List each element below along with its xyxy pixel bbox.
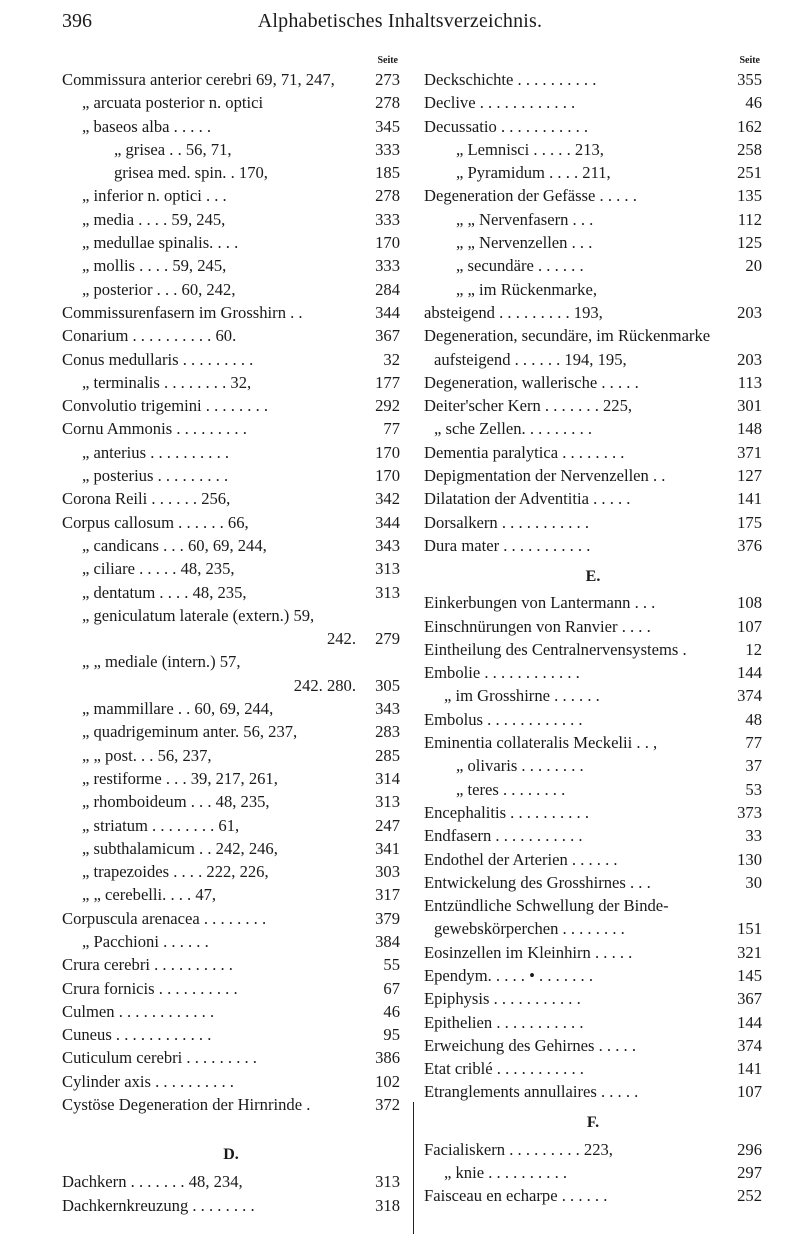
- section-heading-e: E.: [585, 568, 601, 586]
- index-entry: [62, 953, 400, 976]
- index-entry: [424, 615, 762, 638]
- entry-pages: 386: [373, 1046, 400, 1069]
- entry-term: „ teres . . . . . . . .: [456, 779, 566, 799]
- index-entry: [62, 1023, 400, 1046]
- entry-pages: 151: [735, 917, 762, 940]
- entry-term: „ Pyramidum . . . . 211,: [456, 163, 611, 183]
- index-entry: [424, 1011, 762, 1034]
- entry-pages: 285: [373, 744, 400, 767]
- entry-term: Erweichung des Gehirnes . . . . .: [424, 1035, 636, 1055]
- index-entry: [424, 161, 762, 184]
- entry-term: Degeneration, wallerische . . . . .: [424, 372, 639, 392]
- section-heading-d: D.: [223, 1146, 239, 1164]
- entry-pages: 341: [373, 837, 400, 860]
- running-title: Alphabetisches Inhaltsverzeichnis.: [257, 10, 543, 32]
- index-entry: [62, 1170, 400, 1193]
- entry-term: Entzündliche Schwellung der Binde-: [424, 896, 669, 916]
- entry-pages: 342: [373, 487, 400, 510]
- index-entry: [424, 964, 762, 987]
- index-entry: [62, 208, 400, 231]
- entry-pages: 372: [373, 1093, 400, 1116]
- index-entry: [424, 754, 762, 777]
- entry-term: Epiphysis . . . . . . . . . . .: [424, 989, 581, 1009]
- entry-term: Conus medullaris . . . . . . . . .: [62, 349, 254, 369]
- entry-pages: 203: [735, 301, 762, 324]
- entry-pages: 170: [373, 231, 400, 254]
- entry-pages: 296: [735, 1138, 762, 1161]
- index-entry: [62, 417, 400, 440]
- index-entry: [424, 138, 762, 161]
- index-entry: [62, 138, 400, 161]
- entry-pages: 148: [735, 417, 762, 440]
- entry-pages: 185: [373, 161, 400, 184]
- entry-term: Etranglements annullaires . . . . .: [424, 1082, 639, 1102]
- index-entry: [424, 917, 762, 940]
- index-entry: [62, 184, 400, 207]
- entry-term: Epithelien . . . . . . . . . . .: [424, 1012, 584, 1032]
- entry-term: grisea med. spin. . 170,: [114, 163, 268, 183]
- entry-pages: 170: [373, 441, 400, 464]
- entry-pages: 284: [373, 278, 400, 301]
- entry-term: Deiter'scher Kern . . . . . . . 225,: [424, 396, 633, 416]
- entry-term: Einkerbungen von Lantermann . . .: [424, 593, 656, 613]
- entry-pages: 177: [373, 371, 400, 394]
- index-entry: [62, 930, 400, 953]
- index-entry: [424, 68, 762, 91]
- index-entry: [424, 231, 762, 254]
- seite-label: Seite: [739, 55, 760, 66]
- index-entry: [424, 417, 762, 440]
- entry-term: „ „ Nervenzellen . . .: [456, 233, 593, 253]
- entry-pages: 374: [735, 684, 762, 707]
- entry-term: absteigend . . . . . . . . . 193,: [424, 302, 603, 322]
- entry-term: „ ciliare . . . . . 48, 235,: [82, 559, 235, 579]
- entry-pages: 343: [373, 534, 400, 557]
- entry-term: „ „ cerebelli. . . . 47,: [82, 885, 217, 905]
- index-entry: [424, 441, 762, 464]
- entry-pages: 77: [743, 731, 762, 754]
- entry-pages: 46: [743, 91, 762, 114]
- entry-pages: 53: [743, 778, 762, 801]
- index-entry: [424, 487, 762, 510]
- entry-pages: 145: [735, 964, 762, 987]
- entry-pages: 102: [373, 1070, 400, 1093]
- entry-term: „ anterius . . . . . . . . . .: [82, 442, 230, 462]
- index-entry: [62, 557, 400, 580]
- entry-pages: 125: [735, 231, 762, 254]
- entry-term: Dura mater . . . . . . . . . . .: [424, 535, 591, 555]
- entry-term: Cornu Ammonis . . . . . . . . .: [62, 419, 247, 439]
- entry-pages: 273: [373, 68, 400, 91]
- entry-term: „ „ mediale (intern.) 57,: [82, 652, 241, 672]
- entry-pages: 371: [735, 441, 762, 464]
- entry-term: Dilatation der Adventitia . . . . .: [424, 489, 631, 509]
- entry-pages: 77: [381, 417, 400, 440]
- index-entry: [424, 371, 762, 394]
- index-entry: [62, 604, 400, 627]
- entry-pages: 37: [743, 754, 762, 777]
- index-entry: [62, 674, 400, 697]
- index-entry: [62, 254, 400, 277]
- entry-pages: 374: [735, 1034, 762, 1057]
- index-entry: [424, 1138, 762, 1161]
- index-entry: [62, 1046, 400, 1069]
- index-entry: [424, 708, 762, 731]
- index-entry: [62, 301, 400, 324]
- entry-pages: 305: [373, 674, 400, 697]
- entry-pages: 317: [373, 883, 400, 906]
- entry-pages: 373: [735, 801, 762, 824]
- entry-term: Declive . . . . . . . . . . . .: [424, 93, 576, 113]
- index-entry: [62, 883, 400, 906]
- entry-pages: 141: [735, 1057, 762, 1080]
- entry-term: „ olivaris . . . . . . . .: [456, 756, 584, 776]
- index-entry: [62, 744, 400, 767]
- entry-pages: 344: [373, 301, 400, 324]
- index-entry: [62, 767, 400, 790]
- entry-pages: 283: [373, 720, 400, 743]
- entry-term: Commissurenfasern im Grosshirn . .: [62, 302, 303, 322]
- entry-pages: 46: [381, 1000, 400, 1023]
- entry-pages: 278: [373, 91, 400, 114]
- entry-pages: 67: [381, 977, 400, 1000]
- index-entry: [62, 650, 400, 673]
- entry-pages: 108: [735, 591, 762, 614]
- index-entry: [62, 1194, 400, 1217]
- entry-pages: 303: [373, 860, 400, 883]
- entry-term: „ „ Nervenfasern . . .: [456, 209, 594, 229]
- entry-list: [62, 68, 400, 1116]
- entry-pages: 279: [373, 627, 400, 650]
- entry-term: „ terminalis . . . . . . . . 32,: [82, 372, 252, 392]
- index-entry: [424, 394, 762, 417]
- page-header: [0, 10, 800, 40]
- index-entry: [424, 115, 762, 138]
- index-entry: [424, 684, 762, 707]
- entry-pages: 344: [373, 511, 400, 534]
- index-entry: [424, 1080, 762, 1103]
- entry-term: Corona Reili . . . . . . 256,: [62, 489, 231, 509]
- index-column-right: [424, 54, 762, 1208]
- entry-term: „ „ im Rückenmarke,: [456, 279, 597, 299]
- entry-term: „ inferior n. optici . . .: [82, 186, 227, 206]
- index-entry: [424, 778, 762, 801]
- entry-pages: 379: [373, 907, 400, 930]
- entry-pages: 292: [373, 394, 400, 417]
- entry-list-f: [424, 1138, 762, 1208]
- entry-pages: 318: [373, 1194, 400, 1217]
- page-number: 396: [62, 10, 92, 32]
- entry-pages: 333: [373, 208, 400, 231]
- entry-pages: 252: [735, 1184, 762, 1207]
- entry-term: „ „ post. . . 56, 237,: [82, 745, 212, 765]
- entry-term: „ trapezoides . . . . 222, 226,: [82, 862, 269, 882]
- index-entry: [424, 987, 762, 1010]
- index-entry: [62, 720, 400, 743]
- entry-pages: 48: [743, 708, 762, 731]
- entry-term: „ Lemnisci . . . . . 213,: [456, 139, 604, 159]
- index-entry: [424, 638, 762, 661]
- entry-term: Einschnürungen von Ranvier . . . .: [424, 616, 651, 636]
- entry-pages: 313: [373, 790, 400, 813]
- entry-term: Eosinzellen im Kleinhirn . . . . .: [424, 942, 633, 962]
- index-entry: [62, 790, 400, 813]
- entry-term: Etat criblé . . . . . . . . . . .: [424, 1059, 584, 1079]
- entry-term: „ geniculatum laterale (extern.) 59,: [82, 605, 315, 625]
- entry-pages: 343: [373, 697, 400, 720]
- index-entry: [62, 697, 400, 720]
- index-entry: [424, 894, 762, 917]
- index-entry: [424, 324, 762, 347]
- entry-list: [424, 68, 762, 557]
- entry-term: Cylinder axis . . . . . . . . . .: [62, 1071, 234, 1091]
- entry-pages: 278: [373, 184, 400, 207]
- entry-term: „ mammillare . . 60, 69, 244,: [82, 699, 274, 719]
- entry-pages: 251: [735, 161, 762, 184]
- entry-pages: 33: [743, 824, 762, 847]
- entry-pages: 32: [381, 348, 400, 371]
- entry-pages: 113: [736, 371, 762, 394]
- entry-term: Depigmentation der Nervenzellen . .: [424, 466, 666, 486]
- index-entry: [62, 814, 400, 837]
- entry-term: Facialiskern . . . . . . . . . 223,: [424, 1139, 613, 1159]
- index-entry: [62, 161, 400, 184]
- index-entry: [62, 837, 400, 860]
- column-divider: [413, 1102, 414, 1234]
- entry-pages: 333: [373, 138, 400, 161]
- index-entry: [62, 68, 400, 91]
- entry-pages: 141: [735, 487, 762, 510]
- entry-term: Corpuscula arenacea . . . . . . . .: [62, 908, 267, 928]
- entry-term: Corpus callosum . . . . . . 66,: [62, 512, 249, 532]
- entry-pages: 127: [735, 464, 762, 487]
- entry-pages: 170: [373, 464, 400, 487]
- entry-term: Deckschichte . . . . . . . . . .: [424, 70, 597, 89]
- entry-term: Culmen . . . . . . . . . . . .: [62, 1001, 215, 1021]
- entry-term: „ secundäre . . . . . .: [456, 256, 584, 276]
- entry-term: Encephalitis . . . . . . . . . .: [424, 802, 589, 822]
- entry-term: Conarium . . . . . . . . . . 60.: [62, 326, 237, 346]
- index-entry: [424, 1057, 762, 1080]
- index-entry: [424, 278, 762, 301]
- entry-term: „ im Grosshirne . . . . . .: [444, 686, 600, 706]
- index-entry: [62, 231, 400, 254]
- entry-pages: 175: [735, 511, 762, 534]
- entry-pages: 107: [735, 615, 762, 638]
- entry-term: Decussatio . . . . . . . . . . .: [424, 116, 589, 136]
- index-entry: [62, 371, 400, 394]
- entry-term: „ dentatum . . . . 48, 235,: [82, 582, 247, 602]
- entry-term: „ Pacchioni . . . . . .: [82, 931, 209, 951]
- index-entry: [62, 1070, 400, 1093]
- entry-term: Convolutio trigemini . . . . . . . .: [62, 396, 269, 416]
- entry-pages: 203: [735, 348, 762, 371]
- entry-pages: 345: [373, 115, 400, 138]
- entry-pages: 112: [736, 208, 762, 231]
- entry-term: Cuticulum cerebri . . . . . . . . .: [62, 1048, 257, 1068]
- entry-pages: 367: [735, 987, 762, 1010]
- index-entry: [424, 824, 762, 847]
- entry-term: Dementia paralytica . . . . . . . .: [424, 442, 625, 462]
- entry-list-d: [62, 1170, 400, 1217]
- entry-term: „ restiforme . . . 39, 217, 261,: [82, 768, 278, 788]
- index-entry: [424, 511, 762, 534]
- entry-term: „ rhomboideum . . . 48, 235,: [82, 792, 270, 812]
- index-entry: [62, 91, 400, 114]
- index-entry: [424, 348, 762, 371]
- index-entry: [62, 581, 400, 604]
- entry-term: Crura fornicis . . . . . . . . . .: [62, 978, 238, 998]
- index-entry: [424, 301, 762, 324]
- index-entry: [424, 534, 762, 557]
- entry-pages: 313: [373, 557, 400, 580]
- entry-pages: 20: [743, 254, 762, 277]
- entry-term: Eminentia collateralis Meckelii . . ,: [424, 733, 658, 753]
- index-entry: [424, 91, 762, 114]
- entry-term: „ posterius . . . . . . . . .: [82, 466, 229, 486]
- entry-list-e: [424, 591, 762, 1104]
- index-entry: [424, 848, 762, 871]
- entry-pages: 130: [735, 848, 762, 871]
- entry-term: „ grisea . . 56, 71,: [114, 139, 232, 159]
- entry-term: „ medullae spinalis. . . .: [82, 233, 239, 253]
- entry-term: Faisceau en echarpe . . . . . .: [424, 1186, 608, 1206]
- entry-pages: 162: [735, 115, 762, 138]
- index-entry: [424, 1161, 762, 1184]
- seite-label: Seite: [377, 55, 398, 66]
- entry-pages: 55: [381, 953, 400, 976]
- index-entry: [62, 534, 400, 557]
- index-entry: [62, 278, 400, 301]
- entry-pages: 258: [735, 138, 762, 161]
- entry-pages: 321: [735, 941, 762, 964]
- entry-term: Commissura anterior cerebri 69, 71, 247,: [62, 70, 335, 89]
- index-entry: [424, 464, 762, 487]
- entry-term: „ quadrigeminum anter. 56, 237,: [82, 722, 298, 742]
- entry-term: „ candicans . . . 60, 69, 244,: [82, 535, 267, 555]
- index-entry: [62, 464, 400, 487]
- entry-term: Embolus . . . . . . . . . . . .: [424, 709, 583, 729]
- index-entry: [424, 254, 762, 277]
- index-entry: [62, 441, 400, 464]
- entry-term: „ media . . . . 59, 245,: [82, 209, 226, 229]
- entry-term: Endothel der Arterien . . . . . .: [424, 849, 618, 869]
- index-entry: [62, 115, 400, 138]
- entry-pages: 333: [373, 254, 400, 277]
- entry-pages: 313: [373, 581, 400, 604]
- entry-term: gewebskörperchen . . . . . . . .: [434, 919, 625, 939]
- entry-pages: 135: [735, 184, 762, 207]
- entry-pages: 95: [381, 1023, 400, 1046]
- index-entry: [424, 661, 762, 684]
- index-entry: [424, 208, 762, 231]
- index-entry: [424, 801, 762, 824]
- entry-pages: 297: [735, 1161, 762, 1184]
- entry-term: Eintheilung des Centralnervensystems .: [424, 639, 687, 659]
- entry-term: Degeneration der Gefässe . . . . .: [424, 186, 637, 206]
- entry-term: Degeneration, secundäre, im Rückenmarke: [424, 326, 711, 346]
- entry-term: „ posterior . . . 60, 242,: [82, 279, 236, 299]
- entry-pages: 313: [373, 1170, 400, 1193]
- entry-term: Dachkern . . . . . . . 48, 234,: [62, 1172, 243, 1192]
- entry-term: „ mollis . . . . 59, 245,: [82, 256, 227, 276]
- index-entry: [62, 348, 400, 371]
- entry-term: „ subthalamicum . . 242, 246,: [82, 838, 278, 858]
- entry-term: „ sche Zellen. . . . . . . . .: [434, 419, 593, 439]
- entry-pages: 247: [373, 814, 400, 837]
- index-entry: [62, 627, 400, 650]
- index-entry: [424, 591, 762, 614]
- entry-pages: 107: [735, 1080, 762, 1103]
- entry-term: aufsteigend . . . . . . 194, 195,: [434, 349, 627, 369]
- entry-term: „ baseos alba . . . . .: [82, 116, 212, 136]
- index-entry: [424, 184, 762, 207]
- entry-term: Dorsalkern . . . . . . . . . . .: [424, 512, 589, 532]
- entry-term: „ striatum . . . . . . . . 61,: [82, 815, 240, 835]
- entry-pages: 144: [735, 661, 762, 684]
- entry-term: Dachkernkreuzung . . . . . . . .: [62, 1195, 255, 1215]
- index-entry: [424, 731, 762, 754]
- entry-pages: 301: [735, 394, 762, 417]
- entry-term: „ arcuata posterior n. optici: [82, 93, 264, 113]
- section-heading-f: F.: [586, 1113, 600, 1131]
- entry-pages: 144: [735, 1011, 762, 1034]
- entry-term: Embolie . . . . . . . . . . . .: [424, 663, 580, 683]
- entry-term: Crura cerebri . . . . . . . . . .: [62, 955, 233, 975]
- index-entry: [62, 511, 400, 534]
- index-entry: [62, 860, 400, 883]
- index-entry: [424, 871, 762, 894]
- index-column-left: [62, 54, 400, 1217]
- entry-term: Cuneus . . . . . . . . . . . .: [62, 1025, 212, 1045]
- entry-term: „ knie . . . . . . . . . .: [444, 1163, 568, 1183]
- index-entry: [62, 907, 400, 930]
- index-entry: [62, 1000, 400, 1023]
- index-entry: [424, 1184, 762, 1207]
- entry-term: Cystöse Degeneration der Hirnrinde .: [62, 1095, 311, 1115]
- entry-pages: 384: [373, 930, 400, 953]
- entry-term: 242. 280.: [293, 675, 356, 695]
- index-entry: [62, 487, 400, 510]
- index-entry: [62, 394, 400, 417]
- index-entry: [62, 977, 400, 1000]
- entry-pages: 12: [743, 638, 762, 661]
- entry-pages: 30: [743, 871, 762, 894]
- entry-pages: 367: [373, 324, 400, 347]
- entry-pages: 376: [735, 534, 762, 557]
- entry-pages: 355: [735, 68, 762, 91]
- entry-term: Endfasern . . . . . . . . . . .: [424, 826, 583, 846]
- entry-term: Entwickelung des Grosshirnes . . .: [424, 872, 651, 892]
- index-entry: [62, 1093, 400, 1116]
- entry-pages: 314: [373, 767, 400, 790]
- index-entry: [424, 941, 762, 964]
- entry-term: Ependym. . . . . • . . . . . . .: [424, 965, 593, 985]
- index-entry: [62, 324, 400, 347]
- index-entry: [424, 1034, 762, 1057]
- entry-term: 242.: [326, 629, 356, 649]
